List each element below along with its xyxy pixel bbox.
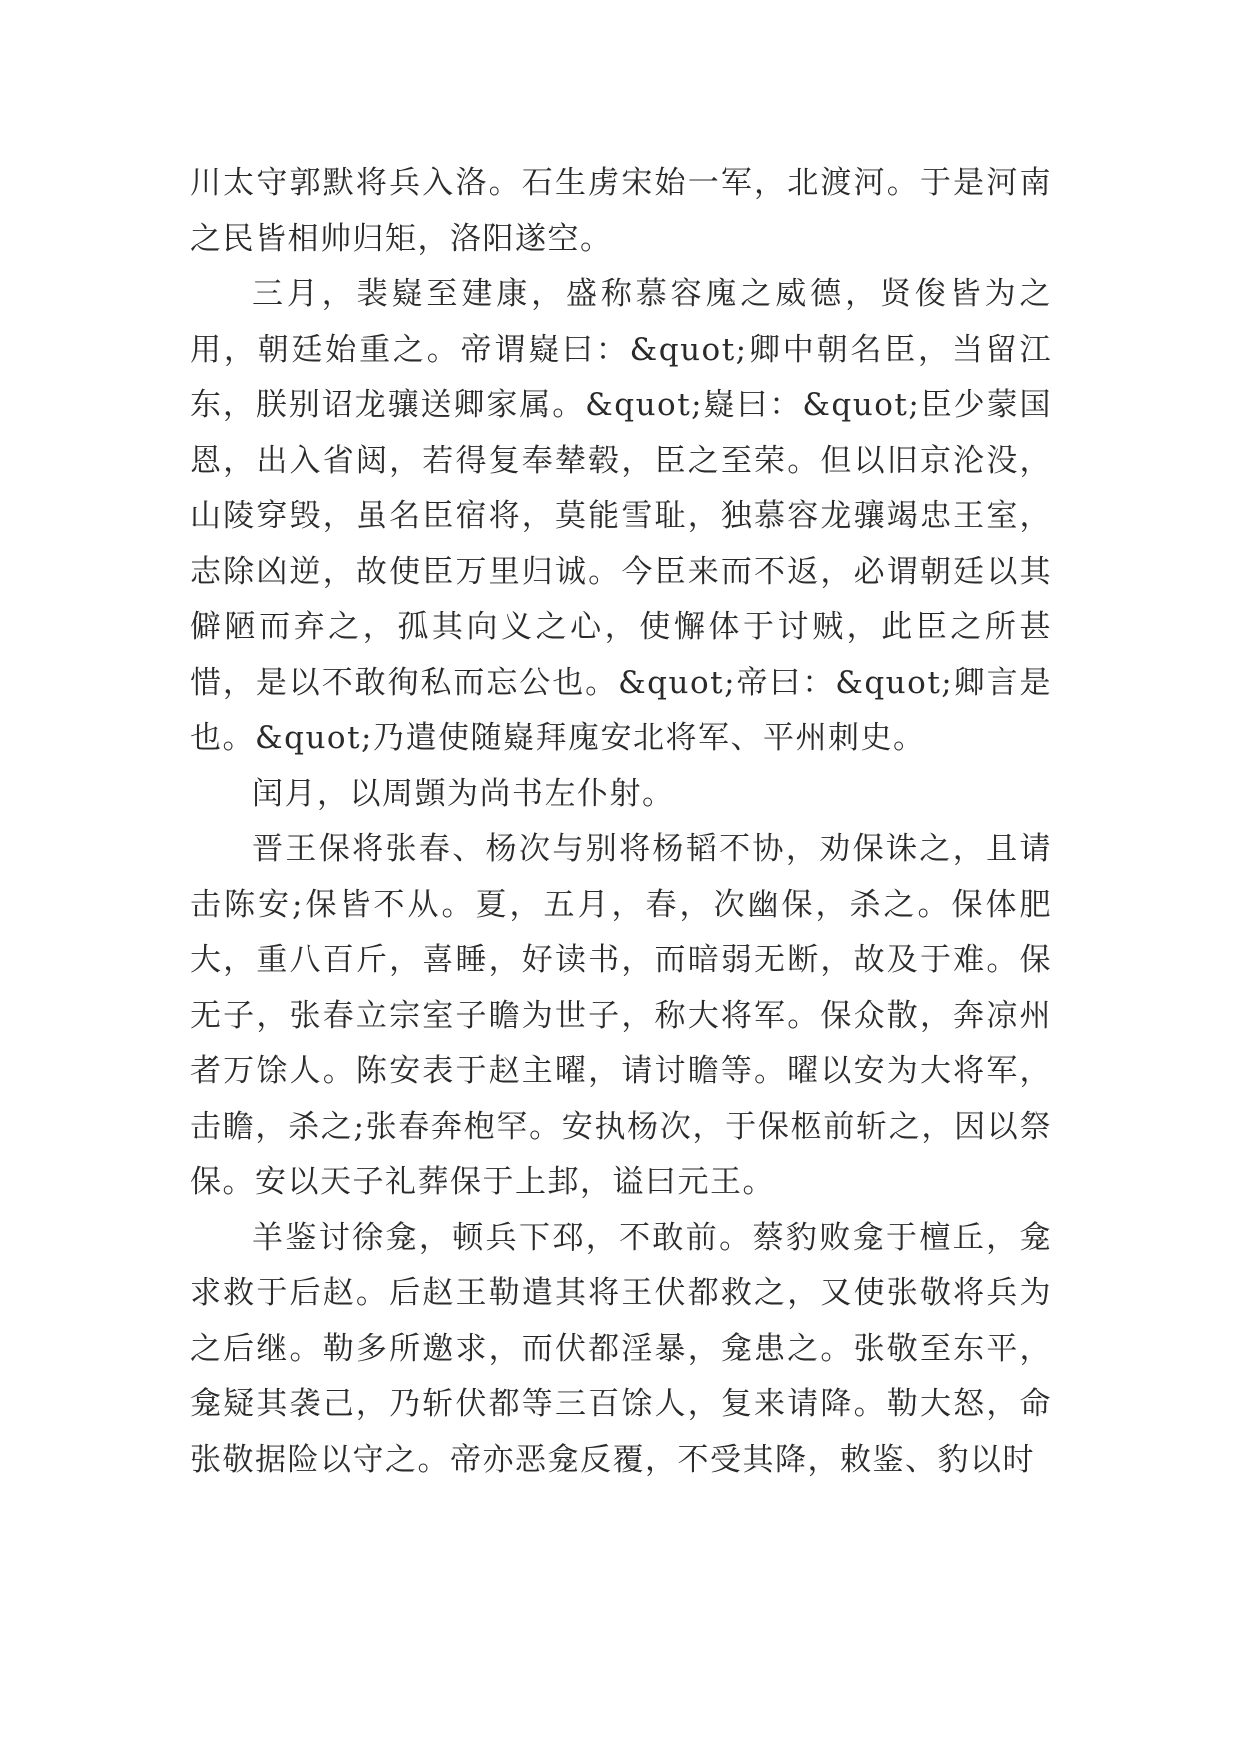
document-body: [190, 156, 1052, 1488]
paragraph-4: 晋王保将张春、杨次与别将杨韬不协，劝保诛之，且请击陈安;保皆不从。夏，五月，春，次幽保，杀之。保体肥大，重八百斤，喜睡，好读书，而暗弱无断，故及于难。保无子，张春立宗室子瞻为世子，称大将军。保众散，奔凉州者万馀人。陈安表于赵主曜，请讨瞻等。曜以安为大将军，击瞻，杀之;张春奔枹罕。安执杨次，于保柩前斩之，因以祭保。安以天子礼葬保于上邽，谥曰元王。: [190, 831, 1052, 1200]
paragraph-5: 羊鉴讨徐龛，顿兵下邳，不敢前。蔡豹败龛于檀丘，龛求救于后赵。后赵王勒遣其将王伏都救之，又使张敬将兵为之后继。勒多所邀求，而伏都淫暴，龛患之。张敬至东平，龛疑其袭己，乃斩伏都等三百馀人，复来请降。勒大怒，命张敬据险以守之。帝亦恶龛反覆，不受其降，敕鉴、豹以时: [190, 1219, 1052, 1478]
paragraph-2: 三月，裴嶷至建康，盛称慕容廆之威德，贤俊皆为之用，朝廷始重之。帝谓嶷曰：&quot;卿中朝名臣，当留江东，朕别诏龙骧送卿家属。&quot;嶷曰：&quot;臣少蒙国恩，出入省闼，若得复奉辇毂，臣之至荣。但以旧京沦没，山陵穿毁，虽名臣宿将，莫能雪耻，独慕容龙骧竭忠王室，志除凶逆，故使臣万里归诚。今臣来而不返，必谓朝廷以其僻陋而弃之，孤其向义之心，使懈体于讨贼，此臣之所甚惜，是以不敢徇私而忘公也。&quot;帝曰：&quot;卿言是也。&quot;乃遣使随嶷拜廆安北将军、平州刺史。: [190, 276, 1052, 756]
paragraph-3: 闰月，以周顗为尚书左仆射。: [252, 775, 675, 812]
paragraph-1: 川太守郭默将兵入洛。石生虏宋始一军，北渡河。于是河南之民皆相帅归矩，洛阳遂空。: [190, 165, 1052, 257]
